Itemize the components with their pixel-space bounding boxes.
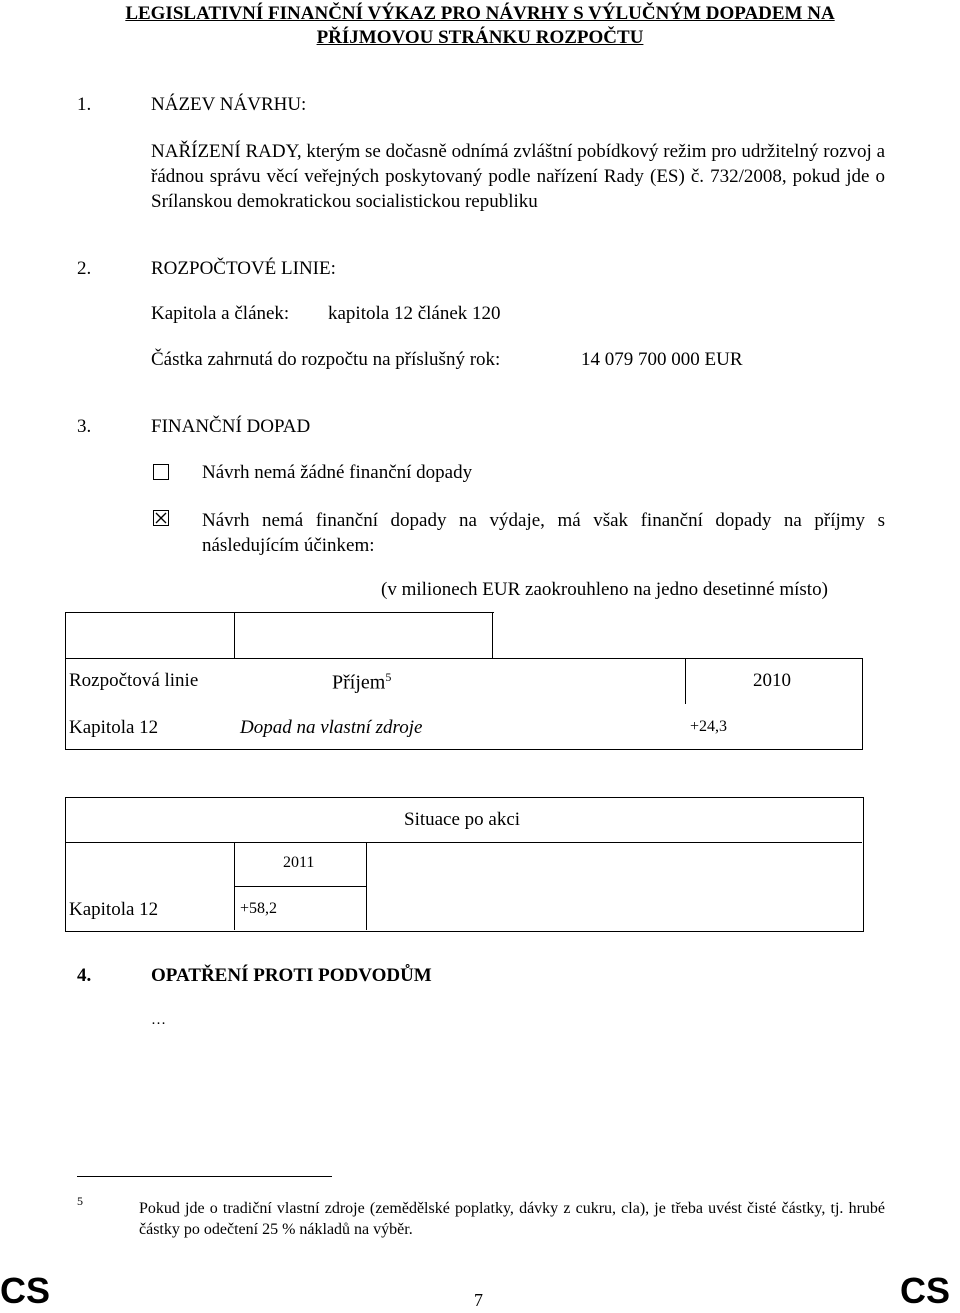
table2-row-label: Kapitola 12	[69, 899, 159, 920]
document-title-line2: PŘÍJMOVOU STRÁNKU ROZPOČTU	[316, 27, 644, 48]
section1-number: 1.	[77, 94, 92, 115]
table2-col2-rule	[366, 842, 367, 930]
table2-row-value: +58,2	[240, 900, 278, 917]
section2-number: 2.	[77, 258, 92, 279]
section4-content: …	[151, 1012, 166, 1028]
table1-col2-header-text: Příjem	[332, 671, 386, 694]
amount-label: Částka zahrnutá do rozpočtu na příslušný rok:	[151, 349, 501, 370]
section2-heading: ROZPOČTOVÉ LINIE:	[151, 258, 336, 279]
units-note: (v milionech EUR zaokrouhleno na jedno desetinné místo)	[381, 579, 828, 600]
table2-year: 2011	[283, 854, 315, 871]
footnote-separator	[77, 1176, 332, 1177]
table2-sub-rule	[234, 886, 366, 887]
table1-left-rule	[65, 612, 66, 749]
table1-row-rule	[65, 658, 862, 659]
checkmark-x-icon	[154, 511, 168, 525]
no-impact-checkbox[interactable]	[153, 464, 169, 480]
table1-col3-header: 2010	[753, 670, 791, 691]
section1-text: NAŘÍZENÍ RADY, kterým se dočasně odnímá zvláštní pobídkový režim pro udržitelný rozvoj a řádnou správu věcí veřejných poskytovaný podle nařízení Rady (ES) č. 732/2008, pokud jde o Srílanskou demokratickou socialistickou republiku	[151, 141, 885, 212]
table1-col2-header	[332, 670, 391, 695]
table1-top-divider	[234, 612, 235, 658]
table2-row-rule	[65, 842, 862, 843]
table1-col1-header: Rozpočtová linie	[69, 670, 199, 691]
chapter-label: Kapitola a článek:	[151, 303, 290, 324]
section3-number: 3.	[77, 416, 92, 437]
table1-row-value: +24,3	[690, 718, 728, 735]
table1-row-label: Kapitola 12	[69, 717, 159, 738]
section4-number: 4.	[77, 965, 92, 986]
section1-heading: NÁZEV NÁVRHU:	[151, 94, 307, 115]
footnote-text: Pokud jde o tradiční vlastní zdroje (zemědělské poplatky, dávky z cukru, cla), je třeba uvést čisté částky, tj. hrubé částky po odečtení 25 % nákladů na výběr.	[139, 1200, 885, 1238]
amount-value: 14 079 700 000 EUR	[581, 349, 743, 370]
revenue-impact-checkbox[interactable]	[153, 510, 169, 526]
table1-right-rule	[862, 658, 863, 749]
footer-language-left: CS	[0, 1270, 51, 1311]
footnote-number: 5	[77, 1194, 83, 1208]
table1-bottom-rule	[65, 749, 863, 750]
footnote-ref[interactable]: 5	[385, 670, 392, 684]
table1-top-rule	[65, 612, 493, 613]
chapter-value: kapitola 12 článek 120	[328, 303, 501, 324]
page-number: 7	[474, 1290, 483, 1310]
table2-header: Situace po akci	[404, 809, 521, 830]
no-impact-label: Návrh nemá žádné finanční dopady	[202, 462, 473, 483]
revenue-impact-label: Návrh nemá finanční dopady na výdaje, má však finanční dopady na příjmy s následujícím účinkem:	[202, 510, 885, 556]
section4-heading: OPATŘENÍ PROTI PODVODŮM	[151, 965, 432, 986]
table1-col3-rule	[685, 658, 686, 704]
footer-language-right: CS	[900, 1270, 951, 1311]
table1-row-desc: Dopad na vlastní zdroje	[240, 717, 423, 738]
document-title-line1: LEGISLATIVNÍ FINANČNÍ VÝKAZ PRO NÁVRHY S VÝLUČNÝM DOPADEM NA	[125, 3, 835, 24]
section3-heading: FINANČNÍ DOPAD	[151, 416, 311, 437]
table1-top-right-rule	[492, 612, 493, 658]
